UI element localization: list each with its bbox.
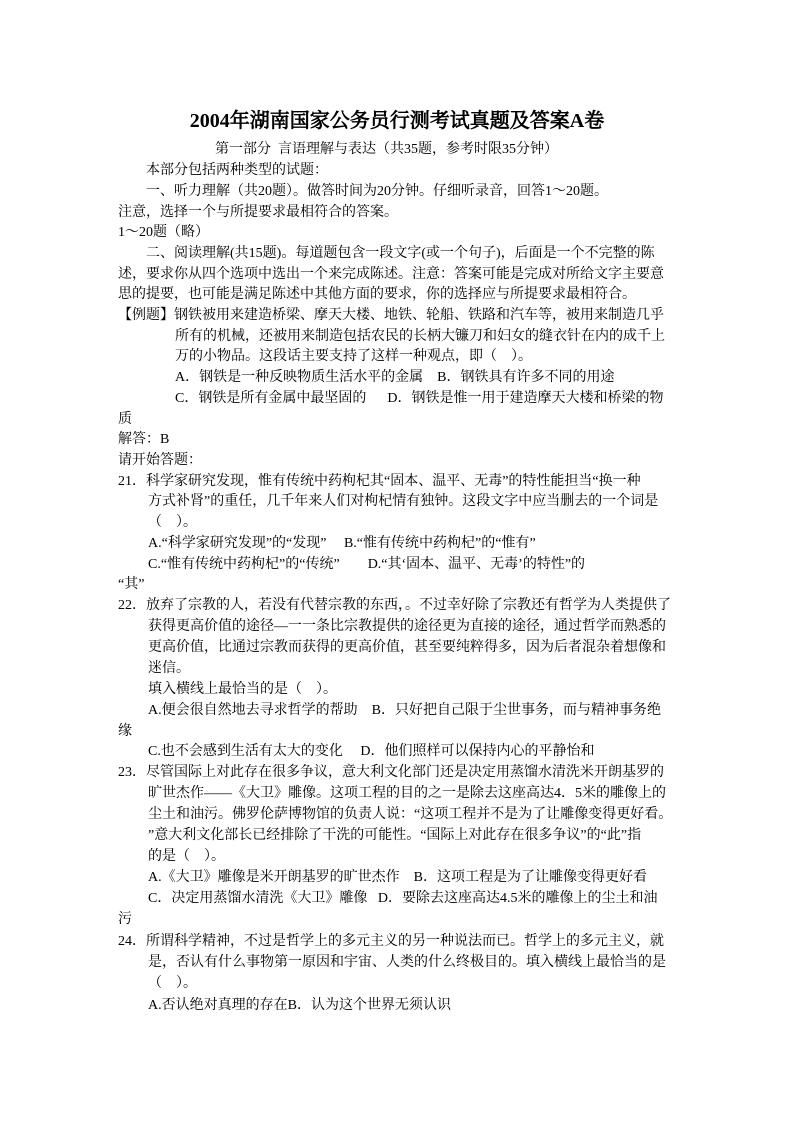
paragraph-line: 二、阅读理解(共15题)。每道题包含一段文字(或一个句子)，后面是一个不完整的陈: [146, 246, 655, 261]
question-line: 填入横线上最恰当的是（ ）。: [148, 682, 337, 697]
example-answer: 解答：B: [118, 432, 170, 447]
paragraph-line: 述，要求你从四个选项中选出一个来完成陈述。注意：答案可能是完成对所给文字主要意: [118, 267, 664, 282]
question-option: C.“惟有传统中药枸杞”的“传统” D.“其‘固本、温平、无毒’的特性”的: [148, 557, 586, 572]
example-line: 所有的机械，还被用来制造包括农民的长柄大镰刀和妇女的缝衣针在内的成千上: [175, 329, 665, 344]
example-line: 【例题】钢铁被用来建造桥梁、摩天大楼、地铁、轮船、铁路和汽车等，被用来制造几乎: [118, 308, 664, 323]
question-line: 是，否认有什么事物第一原因和宇宙、人类的什么终极目的。填入横线上最恰当的是: [148, 955, 666, 970]
question-23: 23．尽管国际上对此存在很多争议，意大利文化部门还是决定用蒸馏水清洗米开朗基罗的: [118, 765, 664, 780]
question-option: C．决定用蒸馏水清洗《大卫》雕像 D．要除去这座高达4.5米的雕像上的尘土和油: [148, 891, 658, 906]
question-option: A.《大卫》雕像是米开朗基罗的旷世杰作 B．这项工程是为了让雕像变得更好看: [148, 870, 647, 885]
example-option: A．钢铁是一种反映物质生活水平的金属 B．钢铁具有许多不同的用途: [175, 370, 615, 385]
paragraph-line: 请开始答题：: [118, 453, 202, 468]
question-option: 缘: [118, 724, 132, 739]
question-line: ”意大利文化部长已经排除了干洗的可能性。“国际上对此存在很多争议”的“此”指: [148, 828, 642, 843]
question-line: 更高价值，比通过宗教而获得的更高价值，甚至要纯粹得多，因为后者混杂着想像和: [148, 640, 666, 655]
question-option: 污: [118, 912, 132, 927]
question-line: 尘土和油污。佛罗伦萨博物馆的负责人说：“这项工程并不是为了让雕像变得更好看。: [148, 807, 673, 822]
question-24: 24．所谓科学精神，不过是哲学上的多元主义的另一种说法而已。哲学上的多元主义，就: [118, 934, 664, 949]
paragraph-line: 一、听力理解（共20题）。做答时间为20分钟。仔细听录音，回答1～20题。: [146, 184, 608, 199]
example-line: 万的小物品。这段话主要支持了这样一种观点，即（ ）。: [175, 349, 532, 364]
question-line: 方式补肾”的重任，几千年来人们对枸杞情有独钟。这段文字中应当删去的一个词是: [148, 494, 659, 509]
question-option: “其”: [118, 577, 145, 592]
paragraph-line: 1～20题（略）: [118, 225, 209, 240]
question-line: 迷信。: [148, 661, 190, 676]
question-option: C.也不会感到生活有太大的变化 D．他们照样可以保持内心的平静怡和: [148, 744, 595, 759]
paragraph-line: 注意，选择一个与所提要求最相符合的答案。: [118, 205, 398, 220]
paragraph-line: 思的提要，也可能是满足陈述中其他方面的要求，你的选择应与所提要求最相符合。: [118, 287, 636, 302]
question-22: 22．放弃了宗教的人，若没有代替宗教的东西，。不过幸好除了宗教还有哲学为人类提供了: [118, 598, 671, 613]
example-option: 质: [118, 412, 132, 427]
paragraph-line: 本部分包括两种类型的试题：: [146, 163, 328, 178]
question-21: 21．科学家研究发现，惟有传统中药枸杞其“固本、温平、无毒”的特性能担当“换一种: [118, 474, 641, 489]
question-line: 旷世杰作——《大卫》雕像。这项工程的目的之一是除去这座高达4．5米的雕像上的: [148, 786, 666, 801]
question-line: （ ）。: [148, 976, 197, 991]
section-heading: 第一部分 言语理解与表达（共35题，参考时限35分钟）: [215, 142, 558, 157]
question-option: A.便会很自然地去寻求哲学的帮助 B．只好把自己限于尘世事务，而与精神事务绝: [148, 703, 661, 718]
question-option: A.“科学家研究发现”的“发现” B.“惟有传统中药枸杞”的“惟有”: [148, 536, 536, 551]
question-line: 的是（ ）。: [148, 849, 225, 864]
question-option: A.否认绝对真理的存在B．认为这个世界无须认识: [148, 998, 451, 1013]
example-option: C．钢铁是所有金属中最坚固的 D．钢铁是惟一用于建造摩天大楼和桥梁的物: [175, 391, 664, 406]
question-line: （ ）。: [148, 515, 197, 530]
question-line: 获得更高价值的途径—一一条比宗教提供的途径更为直接的途径，通过哲学而熟悉的: [148, 619, 666, 634]
document-title: 2004年湖南国家公务员行测考试真题及答案A卷: [189, 110, 605, 132]
